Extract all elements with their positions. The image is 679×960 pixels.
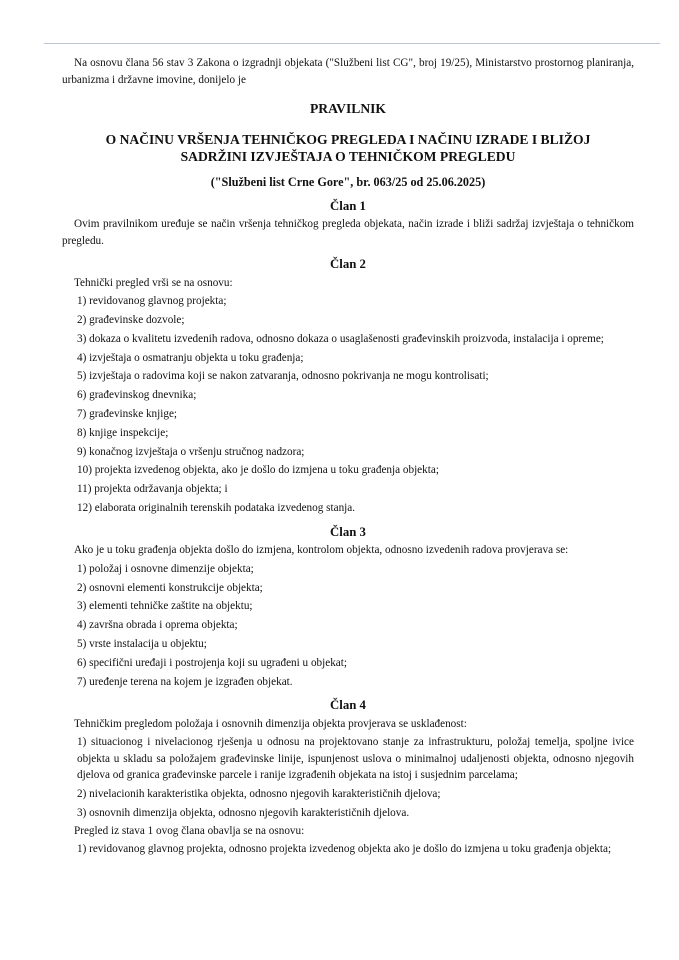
- article-heading: Član 4: [330, 698, 366, 713]
- document-title: PRAVILNIK: [309, 101, 387, 116]
- article-heading: Član 2: [330, 257, 366, 271]
- list-item: 2) nivelacionih karakteristika objekta, odnosno njegovih karakterističnih djelova;: [77, 788, 441, 801]
- article-text: Ovim pravilnikom uređuje se način vršenja tehničkog pregleda objekata, način izrade i bliži sadržaj izvještaja o tehničkom pregledu.: [62, 218, 634, 247]
- document-subtitle: [62, 131, 634, 165]
- list-item: 4) izvještaja o osmatranju objekta u toku građenja;: [77, 351, 304, 364]
- list-item: 2) građevinske dozvole;: [77, 314, 185, 327]
- list-item: 7) uređenje terena na kojem je izgrađen objekat.: [77, 675, 293, 688]
- list-item: 12) elaborata originalnih terenskih podataka izvedenog stanja.: [77, 502, 356, 515]
- article-lead: Tehnički pregled vrši se na osnovu:: [74, 276, 233, 289]
- list-item: 11) projekta održavanja objekta; i: [77, 483, 228, 496]
- list-item: 9) konačnog izvještaja o vršenju stručnog nadzora;: [77, 445, 305, 458]
- document-content: [62, 55, 634, 858]
- list-item: 3) osnovnih dimenzija objekta, odnosno njegovih karakterističnih djelova.: [77, 807, 410, 820]
- article-lead: Tehničkim pregledom položaja i osnovnih dimenzija objekta provjerava se usklađenost:: [74, 717, 467, 730]
- list-item: 10) projekta izvedenog objekta, ako je došlo do izmjena u toku građenja objekta;: [77, 464, 439, 477]
- article-lead: Ako je u toku građenja objekta došlo do izmjena, kontrolom objekta, odnosno izvedenih radova provjerava se:: [74, 544, 569, 557]
- list-item: 2) osnovni elementi konstrukcije objekta;: [77, 581, 263, 594]
- article-heading: Član 3: [330, 524, 366, 539]
- list-item: 7) građevinske knjige;: [77, 408, 178, 421]
- list-item: 5) vrste instalacija u objektu;: [77, 638, 207, 651]
- list-item: 8) knjige inspekcije;: [77, 426, 169, 439]
- article-heading: Član 1: [330, 198, 366, 213]
- list-item: 5) izvještaja o radovima koji se nakon zatvaranja, odnosno pokrivanja ne mogu kontrolisati;: [77, 370, 489, 383]
- top-divider: [44, 43, 660, 44]
- list-item: 3) elementi tehničke zaštite na objektu;: [77, 600, 253, 613]
- list-item: 1) revidovanog glavnog projekta;: [77, 295, 227, 308]
- list-item: 4) završna obrada i oprema objekta;: [77, 619, 238, 632]
- article-lead: Pregled iz stava 1 ovog člana obavlja se na osnovu:: [74, 824, 305, 837]
- list-item: 1) revidovanog glavnog projekta, odnosno projekta izvedenog objekta ako je došlo do izmjena u toku građenja objekta;: [77, 843, 612, 856]
- list-item: 1) položaj i osnovne dimenzije objekta;: [77, 562, 254, 575]
- list-item: 3) dokaza o kvalitetu izvedenih radova, odnosno dokaza o usaglašenosti građevinskih proizvoda, instalacija i opreme;: [77, 332, 604, 345]
- subtitle-line: O NAČINU VRŠENJA TEHNIČKOG PREGLEDA I NAČINU IZRADE I BLIŽOJ: [105, 132, 591, 147]
- gazette-reference: ("Službeni list Crne Gore", br. 063/25 od 25.06.2025): [210, 175, 486, 189]
- intro-paragraph: Na osnovu člana 56 stav 3 Zakona o izgradnji objekata ("Službeni list CG", broj 19/25), Ministarstvo prostornog planiranja, urbanizma i državne imovine, donijelo je: [62, 57, 634, 86]
- list-item: 6) građevinskog dnevnika;: [77, 389, 197, 402]
- subtitle-line: SADRŽINI IZVJEŠTAJA O TEHNIČKOM PREGLEDU: [180, 149, 516, 164]
- list-item: 6) specifični uređaji i postrojenja koji su ugrađeni u objekat;: [77, 656, 347, 669]
- list-item: 1) situacionog i nivelacionog rješenja u odnosu na projektovano stanje za infrastrukturu, položaj temelja, spoljne ivice objekta u skladu sa položajem građevinske linije, ispunjenost uslova o minimalnoj udaljenosti objekta, odnosno njegovih djelova od granica građevinske parcele i ranije izgrađenih objekata na istoj i susjednim parcelama;: [77, 736, 634, 782]
